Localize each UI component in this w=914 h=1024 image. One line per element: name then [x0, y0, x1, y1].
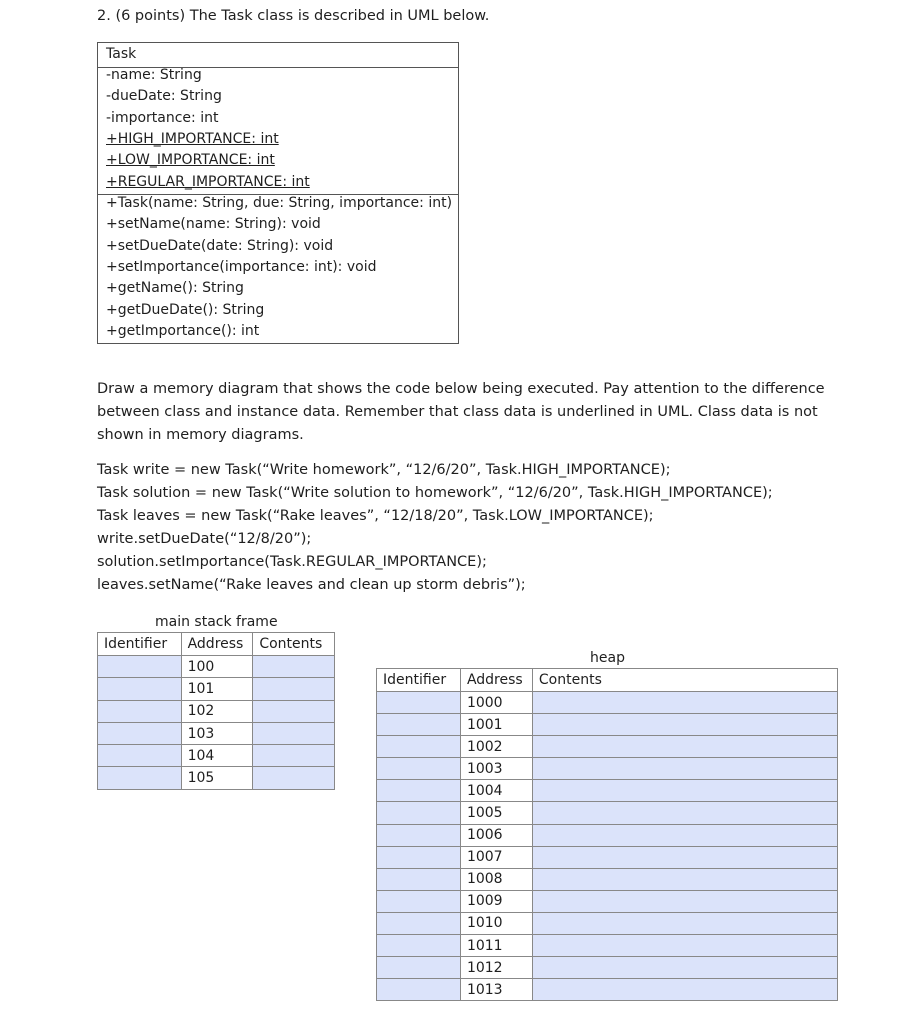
contents-cell[interactable]	[532, 957, 837, 979]
address-cell: 1013	[460, 979, 532, 1001]
address-cell: 1005	[460, 802, 532, 824]
contents-cell[interactable]	[532, 714, 837, 736]
address-cell: 1010	[460, 912, 532, 934]
instruction-line: Draw a memory diagram that shows the code below being executed. Pay attention to the difference	[97, 381, 825, 397]
uml-class-box	[97, 42, 459, 344]
identifier-cell[interactable]	[377, 714, 461, 736]
identifier-cell[interactable]	[377, 780, 461, 802]
identifier-cell[interactable]	[98, 767, 182, 789]
stack-row	[98, 700, 335, 722]
uml-class-name: Task	[106, 46, 137, 62]
identifier-cell[interactable]	[377, 802, 461, 824]
uml-attribute: +LOW_IMPORTANCE: int	[106, 152, 275, 169]
contents-cell[interactable]	[532, 780, 837, 802]
identifier-cell[interactable]	[98, 678, 182, 700]
heap-row	[377, 912, 838, 934]
contents-cell[interactable]	[253, 767, 335, 789]
stack-row	[98, 722, 335, 744]
heap-table	[376, 668, 838, 1001]
question-title: 2. (6 points) The Task class is described in UML below.	[97, 8, 490, 24]
uml-attribute: -dueDate: String	[106, 88, 222, 105]
identifier-cell[interactable]	[377, 890, 461, 912]
heap-row	[377, 979, 838, 1001]
heap-row	[377, 714, 838, 736]
uml-attribute: -name: String	[106, 67, 202, 83]
heap-row	[377, 957, 838, 979]
heap-row	[377, 846, 838, 868]
address-cell: 1007	[460, 846, 532, 868]
code-line: solution.setImportance(Task.REGULAR_IMPORTANCE);	[97, 554, 487, 570]
address-cell: 1002	[460, 736, 532, 758]
uml-attribute: +HIGH_IMPORTANCE: int	[106, 130, 279, 147]
contents-cell[interactable]	[532, 758, 837, 780]
identifier-cell[interactable]	[377, 736, 461, 758]
address-cell: 1006	[460, 824, 532, 846]
contents-cell[interactable]	[253, 656, 335, 678]
stack-caption: main stack frame	[155, 614, 278, 630]
contents-cell[interactable]	[532, 890, 837, 912]
contents-cell[interactable]	[532, 846, 837, 868]
identifier-cell[interactable]	[377, 692, 461, 714]
identifier-cell[interactable]	[377, 979, 461, 1001]
address-cell: 1000	[460, 692, 532, 714]
stack-row	[98, 745, 335, 767]
col-identifier: Identifier	[377, 669, 461, 692]
address-cell: 105	[181, 767, 253, 789]
code-line: leaves.setName(“Rake leaves and clean up storm debris”);	[97, 577, 526, 593]
uml-method: +Task(name: String, due: String, importance: int)	[106, 195, 453, 211]
col-contents: Contents	[532, 669, 837, 692]
uml-method: +setDueDate(date: String): void	[106, 237, 334, 254]
stack-row	[98, 656, 335, 678]
identifier-cell[interactable]	[377, 957, 461, 979]
col-contents: Contents	[253, 633, 335, 656]
address-cell: 1001	[460, 714, 532, 736]
stack-table	[97, 632, 335, 790]
col-address: Address	[181, 633, 253, 656]
address-cell: 1011	[460, 935, 532, 957]
stack-row	[98, 767, 335, 789]
heap-row	[377, 868, 838, 890]
heap-row	[377, 736, 838, 758]
identifier-cell[interactable]	[377, 935, 461, 957]
address-cell: 1008	[460, 868, 532, 890]
instruction-line: shown in memory diagrams.	[97, 427, 304, 443]
instruction-line: between class and instance data. Remember that class data is underlined in UML. Class data is not	[97, 404, 818, 420]
uml-attribute: -importance: int	[106, 109, 219, 126]
code-line: Task write = new Task(“Write homework”, “12/6/20”, Task.HIGH_IMPORTANCE);	[97, 462, 671, 478]
heap-caption: heap	[590, 650, 625, 666]
identifier-cell[interactable]	[98, 745, 182, 767]
code-line: write.setDueDate(“12/8/20”);	[97, 531, 312, 547]
uml-method: +getDueDate(): String	[106, 301, 265, 318]
heap-row	[377, 824, 838, 846]
contents-cell[interactable]	[532, 736, 837, 758]
contents-cell[interactable]	[532, 935, 837, 957]
uml-attribute: +REGULAR_IMPORTANCE: int	[106, 173, 310, 190]
contents-cell[interactable]	[253, 700, 335, 722]
heap-row	[377, 780, 838, 802]
col-address: Address	[460, 669, 532, 692]
address-cell: 103	[181, 722, 253, 744]
contents-cell[interactable]	[532, 868, 837, 890]
heap-row	[377, 935, 838, 957]
uml-method: +setImportance(importance: int): void	[106, 258, 377, 275]
heap-row	[377, 802, 838, 824]
code-line: Task leaves = new Task(“Rake leaves”, “12/18/20”, Task.LOW_IMPORTANCE);	[97, 508, 654, 524]
address-cell: 100	[181, 656, 253, 678]
contents-cell[interactable]	[532, 802, 837, 824]
address-cell: 1003	[460, 758, 532, 780]
heap-row	[377, 890, 838, 912]
col-identifier: Identifier	[98, 633, 182, 656]
uml-method: +getName(): String	[106, 280, 244, 297]
identifier-cell[interactable]	[377, 912, 461, 934]
heap-row	[377, 758, 838, 780]
contents-cell[interactable]	[253, 722, 335, 744]
identifier-cell[interactable]	[377, 846, 461, 868]
address-cell: 102	[181, 700, 253, 722]
contents-cell[interactable]	[532, 824, 837, 846]
identifier-cell[interactable]	[377, 824, 461, 846]
heap-row	[377, 692, 838, 714]
contents-cell[interactable]	[253, 678, 335, 700]
contents-cell[interactable]	[253, 745, 335, 767]
address-cell: 101	[181, 678, 253, 700]
contents-cell[interactable]	[532, 692, 837, 714]
identifier-cell[interactable]	[377, 868, 461, 890]
address-cell: 104	[181, 745, 253, 767]
address-cell: 1012	[460, 957, 532, 979]
address-cell: 1004	[460, 780, 532, 802]
uml-method: +setName(name: String): void	[106, 216, 321, 233]
contents-cell[interactable]	[532, 912, 837, 934]
identifier-cell[interactable]	[98, 722, 182, 744]
contents-cell[interactable]	[532, 979, 837, 1001]
uml-method: +getImportance(): int	[106, 322, 260, 339]
identifier-cell[interactable]	[98, 656, 182, 678]
stack-row	[98, 678, 335, 700]
identifier-cell[interactable]	[98, 700, 182, 722]
code-line: Task solution = new Task(“Write solution to homework”, “12/6/20”, Task.HIGH_IMPORTANCE);	[97, 485, 773, 501]
address-cell: 1009	[460, 890, 532, 912]
identifier-cell[interactable]	[377, 758, 461, 780]
